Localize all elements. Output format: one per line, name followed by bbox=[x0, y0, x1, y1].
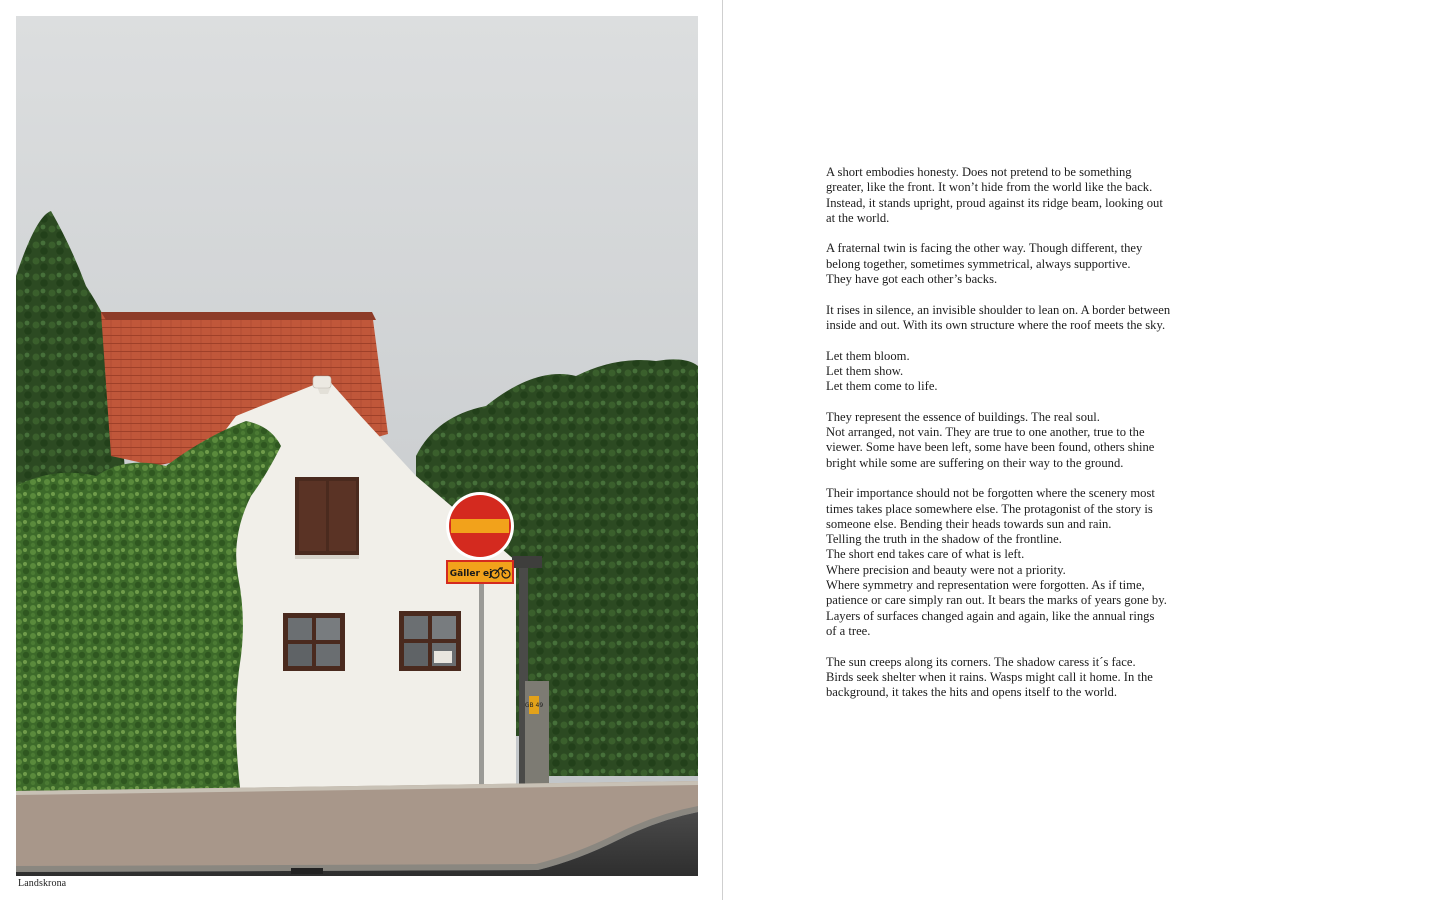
lower-left-window bbox=[283, 613, 345, 671]
paragraph bbox=[826, 410, 1186, 471]
lower-right-window bbox=[399, 611, 461, 671]
landskrona-house-photo bbox=[16, 16, 698, 876]
text-line: The sun creeps along its corners. The shadow caress it´s face. bbox=[826, 654, 1136, 669]
paragraph bbox=[826, 655, 1186, 701]
text-line: Let them bloom. bbox=[826, 348, 910, 363]
text-line: bright while some are suffering on their way to the ground. bbox=[826, 455, 1124, 470]
paragraph bbox=[826, 165, 1186, 226]
sign-text: Gäller ej bbox=[449, 569, 493, 579]
text-line: Telling the truth in the shadow of the frontline. bbox=[826, 532, 1062, 547]
text-line: background, it takes the hits and opens itself to the world. bbox=[826, 685, 1117, 700]
text-line: Not arranged, not vain. They are true to one another, true to the bbox=[826, 425, 1145, 440]
text-line: inside and out. With its own structure where the roof meets the sky. bbox=[826, 317, 1166, 332]
text-line: greater, like the front. It won’t hide from the world like the back. bbox=[826, 180, 1153, 195]
text-line: belong together, sometimes symmetrical, always supportive. bbox=[826, 256, 1131, 271]
sign-pole bbox=[479, 576, 484, 801]
text-line: patience or care simply ran out. It bears the marks of years gone by. bbox=[826, 593, 1167, 608]
text-line: They represent the essence of buildings. The real soul. bbox=[826, 409, 1100, 424]
photo-caption: Landskrona bbox=[18, 878, 67, 889]
utility-box bbox=[525, 681, 549, 791]
paragraph bbox=[826, 349, 1186, 395]
text-line: at the world. bbox=[826, 210, 890, 225]
body-text bbox=[826, 165, 1186, 716]
text-line: Let them come to life. bbox=[826, 379, 938, 394]
hedge bbox=[546, 686, 698, 776]
text-line: of a tree. bbox=[826, 623, 871, 638]
text-line: Their importance should not be forgotten where the scenery most bbox=[826, 486, 1155, 501]
shutter-window bbox=[295, 477, 359, 559]
paragraph bbox=[826, 241, 1186, 287]
text-line: A short embodies honesty. Does not pretend to be something bbox=[826, 165, 1132, 179]
text-line: Instead, it stands upright, proud against its ridge beam, looking out bbox=[826, 195, 1163, 210]
text-line: Where symmetry and representation were forgotten. As if time, bbox=[826, 578, 1145, 593]
drain-grate bbox=[291, 868, 323, 874]
text-line: someone else. Bending their heads towards sun and rain. bbox=[826, 516, 1112, 531]
text-line: Birds seek shelter when it rains. Wasps might call it home. In the bbox=[826, 669, 1153, 684]
box-label: GB 49 bbox=[524, 702, 544, 709]
text-line: Let them show. bbox=[826, 363, 904, 378]
text-line: A fraternal twin is facing the other way. Though different, they bbox=[826, 241, 1143, 256]
page-spine bbox=[722, 0, 723, 900]
text-line: viewer. Some have been left, some have been found, others shine bbox=[826, 440, 1155, 455]
text-line: The short end takes care of what is left. bbox=[826, 547, 1025, 562]
text-line: Layers of surfaces changed again and again, like the annual rings bbox=[826, 608, 1155, 623]
text-line: It rises in silence, an invisible shoulder to lean on. A border between bbox=[826, 302, 1171, 317]
supplementary-sign bbox=[447, 561, 513, 583]
text-line: times takes place somewhere else. The protagonist of the story is bbox=[826, 501, 1153, 516]
text-line: Where precision and beauty were not a priority. bbox=[826, 562, 1066, 577]
no-entry-sign bbox=[446, 492, 514, 560]
paragraph bbox=[826, 486, 1186, 639]
text-line: They have got each other’s backs. bbox=[826, 272, 998, 287]
paragraph bbox=[826, 303, 1186, 334]
